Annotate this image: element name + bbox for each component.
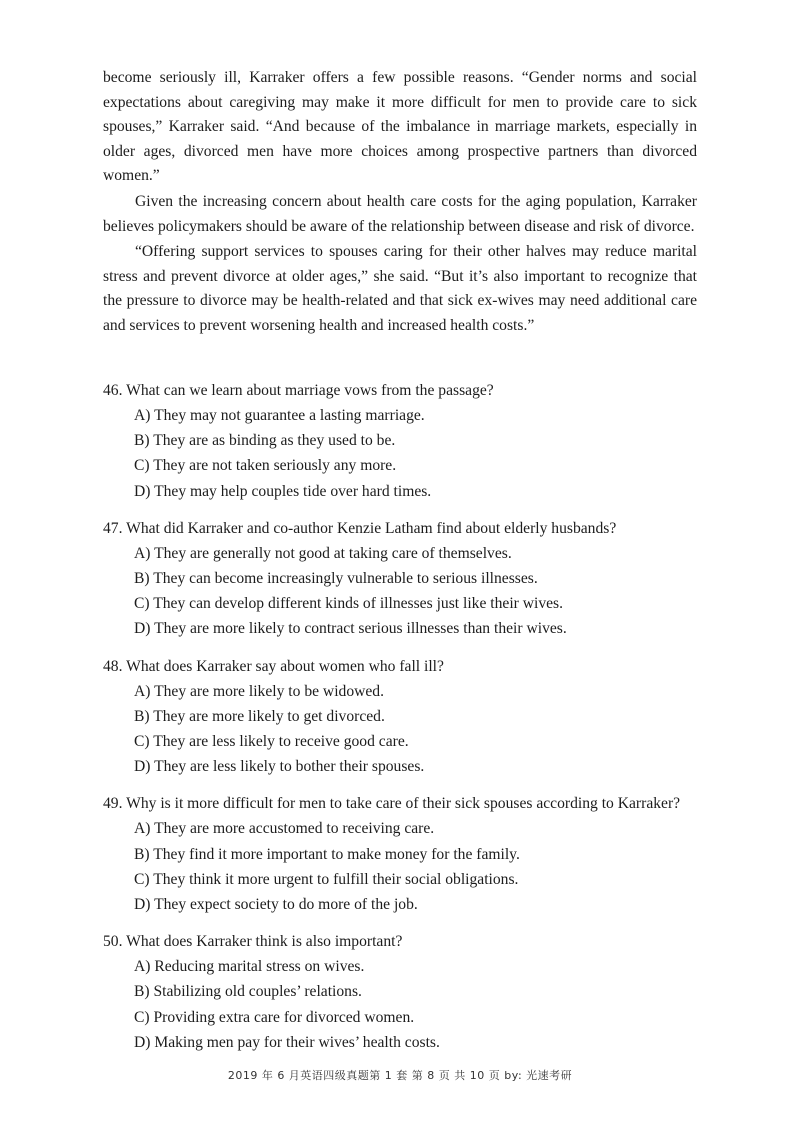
option-list	[103, 541, 703, 642]
option-list	[103, 954, 703, 1055]
option-c: C) They can develop different kinds of illnesses just like their wives.	[134, 595, 564, 613]
question-list	[103, 378, 703, 1067]
option-c: C) They think it more urgent to fulfill their social obligations.	[134, 870, 519, 888]
question-49	[103, 791, 703, 917]
option-a: A) They are more likely to be widowed.	[134, 682, 385, 700]
option-list	[103, 679, 703, 780]
question-stem: 47. What did Karraker and co-author Kenzie Latham find about elderly husbands?	[103, 519, 617, 537]
option-b: B) They are more likely to get divorced.	[134, 707, 385, 725]
option-b: B) Stabilizing old couples’ relations.	[134, 983, 362, 1001]
option-b: B) They can become increasingly vulnerable to serious illnesses.	[134, 570, 538, 588]
option-list	[103, 403, 703, 504]
question-stem: 46. What can we learn about marriage vows from the passage?	[103, 382, 494, 399]
question-stem: 49. Why is it more difficult for men to take care of their sick spouses according to Karraker?	[103, 795, 681, 813]
option-a: A) Reducing marital stress on wives.	[134, 958, 365, 976]
question-stem: 48. What does Karraker say about women who fall ill?	[103, 657, 444, 675]
option-c: C) They are less likely to receive good care.	[134, 733, 409, 751]
passage-paragraph: become seriously ill, Karraker offers a few possible reasons. “Gender norms and social expectations about caregiving may make it more difficult for men to provide care to sick spouses,” Karraker said. “And because of the imbalance in marriage markets, especially in older ages, divorced men have more choices among prospective partners than divorced women.”	[103, 69, 697, 185]
passage-paragraph: Given the increasing concern about health care costs for the aging population, Karraker believes policymakers should be aware of the relationship between disease and risk of divorce.	[103, 192, 697, 235]
reading-passage	[103, 66, 697, 339]
passage-paragraph: “Offering support services to spouses caring for their other halves may reduce marital stress and prevent divorce at older ages,” she said. “But it’s also important to recognize that the pressure to divorce may be health-related and that sick ex-wives may need additional care and services to prevent worsening health and increased health costs.”	[103, 243, 697, 334]
page-footer: 2019 年 6 月英语四级真题第 1 套 第 8 页 共 10 页 by: 光速考研	[227, 1069, 573, 1082]
question-stem: 50. What does Karraker think is also important?	[103, 933, 403, 951]
option-d: D) They are more likely to contract serious illnesses than their wives.	[134, 620, 567, 638]
option-c: C) They are not taken seriously any more.	[134, 457, 397, 475]
question-47	[103, 516, 703, 642]
option-d: D) They are less likely to bother their spouses.	[134, 758, 425, 776]
option-a: A) They are generally not good at taking care of themselves.	[134, 544, 512, 562]
question-50	[103, 929, 703, 1055]
option-b: B) They find it more important to make money for the family.	[134, 845, 520, 863]
option-d: D) They expect society to do more of the job.	[134, 896, 418, 914]
question-46	[103, 378, 703, 504]
option-a: A) They are more accustomed to receiving care.	[134, 820, 435, 838]
option-c: C) Providing extra care for divorced women.	[134, 1008, 415, 1026]
option-d: D) They may help couples tide over hard times.	[134, 482, 432, 500]
option-d: D) Making men pay for their wives’ health costs.	[134, 1033, 440, 1051]
option-b: B) They are as binding as they used to be.	[134, 432, 396, 450]
option-list	[103, 816, 703, 917]
option-a: A) They may not guarantee a lasting marriage.	[134, 407, 425, 424]
question-48	[103, 654, 703, 780]
